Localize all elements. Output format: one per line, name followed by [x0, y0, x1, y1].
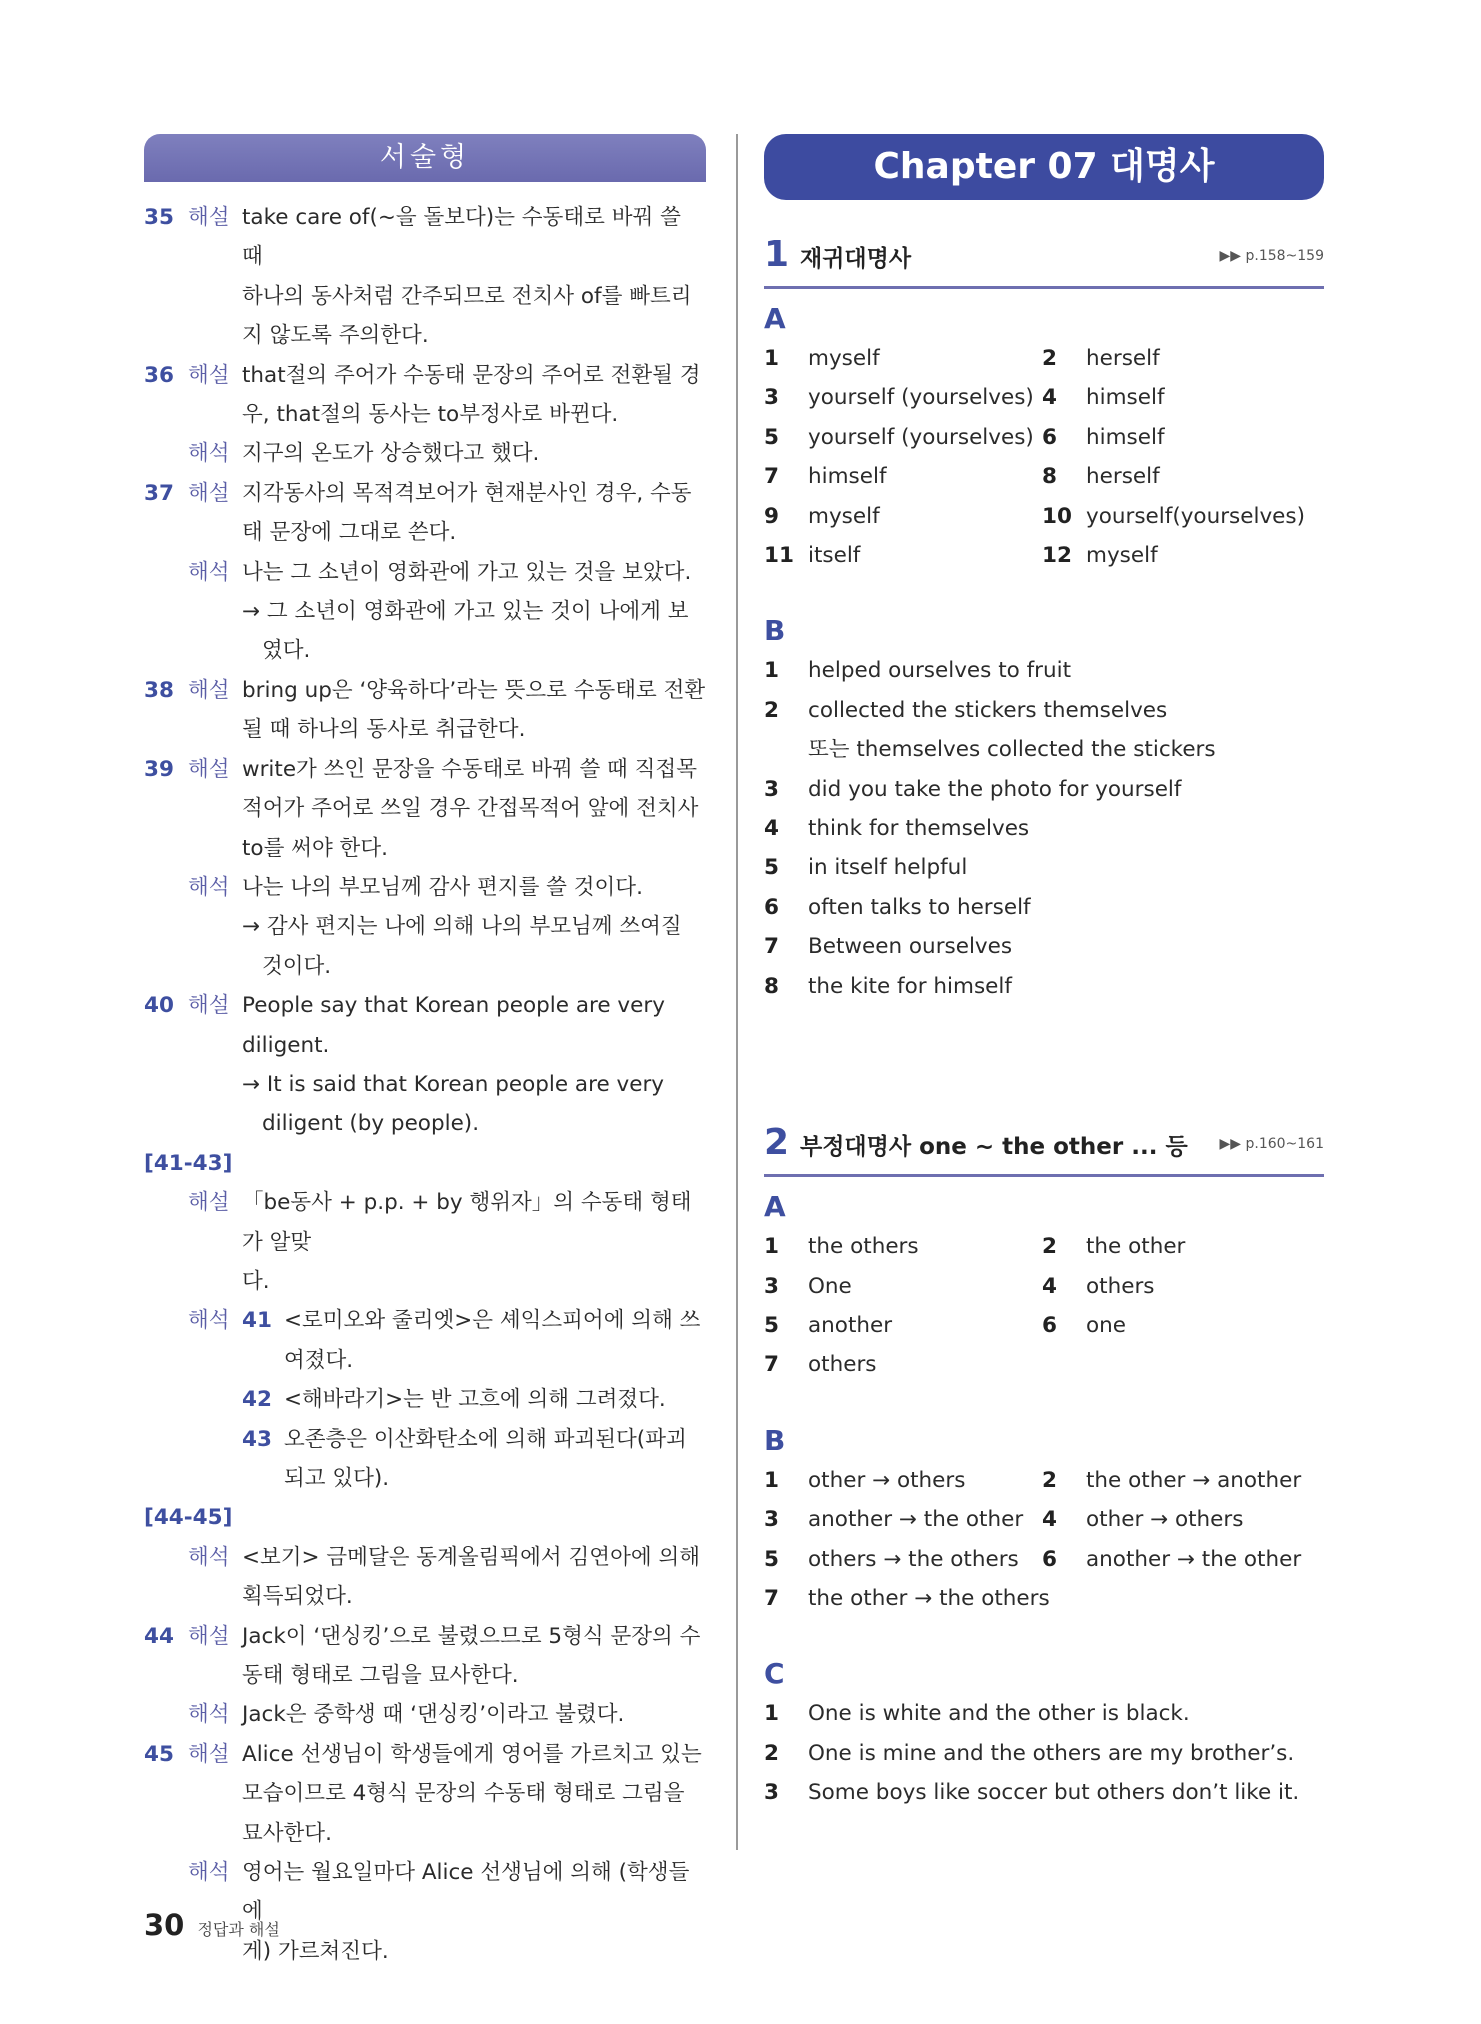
page-number: 30 [144, 1908, 185, 1942]
answer-number: 7 [764, 1352, 779, 1378]
entry-label: 해설 [188, 480, 230, 506]
answer-item [1042, 1500, 1320, 1539]
answer-entry [144, 1735, 706, 1853]
entry-text-line: 지각동사의 목적격보어가 현재분사인 경우, 수동 [242, 480, 692, 506]
section-header-1 [764, 230, 1324, 289]
answer-entry [144, 671, 706, 750]
section-title: 재귀대명사 [800, 246, 912, 272]
footer-label: 정답과 해설 [197, 1920, 280, 1939]
section-number: 2 [764, 1122, 790, 1164]
entry-text-line: 하나의 동사처럼 간주되므로 전치사 of를 빠트리 [242, 283, 692, 309]
answer-item [1042, 1306, 1320, 1345]
entry-text-line: Jack이 ‘댄싱킹’으로 불렸으므로 5형식 문장의 수 [242, 1623, 701, 1649]
answer-entry [144, 356, 706, 435]
answer-number: 7 [764, 464, 779, 490]
question-number: 38 [144, 677, 174, 703]
question-number: 36 [144, 362, 174, 388]
question-number: 40 [144, 993, 174, 1019]
answer-item [764, 770, 1324, 809]
answer-item [764, 888, 1324, 927]
entry-label: 해석 [188, 874, 230, 900]
answer-text: often talks to herself [808, 894, 1031, 920]
answer-entry [144, 1695, 706, 1734]
answer-item [1042, 1227, 1320, 1266]
entry-text-line: 동태 형태로 그림을 묘사한다. [242, 1663, 519, 1689]
answer-item [764, 651, 1324, 690]
sub-question-number: 42 [242, 1387, 272, 1413]
answer-text: another [808, 1312, 893, 1338]
answer-number: 7 [764, 934, 779, 960]
question-number: 39 [144, 756, 174, 782]
entry-text-line: <해바라기>는 반 고흐에 의해 그려졌다. [284, 1387, 666, 1413]
entry-text-line: diligent. [242, 1032, 330, 1058]
answer-grid-2a [764, 1227, 1324, 1385]
answer-item [1042, 536, 1320, 575]
answer-number: 2 [1042, 1467, 1057, 1493]
entry-text-line: bring up은 ‘양육하다’라는 뜻으로 수동태로 전환 [242, 677, 706, 703]
answer-item [1042, 418, 1320, 457]
answer-item [764, 536, 1042, 575]
answer-number: 6 [1042, 424, 1057, 450]
part-label-a: A [764, 1190, 786, 1224]
entry-label: 해설 [188, 1190, 230, 1216]
answer-number: 1 [764, 346, 779, 371]
answer-item [1042, 1461, 1320, 1500]
entry-text-line: 적어가 주어로 쓰일 경우 간접목적어 앞에 전치사 [242, 796, 699, 822]
answer-item [1042, 1267, 1320, 1306]
answer-text: another → the other [808, 1507, 1024, 1533]
part-label-b: B [764, 1423, 786, 1457]
answer-text: myself [808, 503, 880, 529]
entry-label: 해설 [188, 756, 230, 782]
answer-number: 3 [764, 385, 779, 411]
entry-text-line: take care of(~을 돌보다)는 수동태로 바꿔 쓸 때 [242, 205, 681, 270]
answer-entry [144, 1538, 706, 1617]
page-reference: ▶▶ p.158~159 [1219, 248, 1324, 264]
entry-text-line: 모습이므로 4형식 문장의 수동태 형태로 그림을 [242, 1781, 685, 1807]
answer-number: 2 [764, 1740, 779, 1766]
entry-label: 해설 [188, 362, 230, 388]
left-column [144, 134, 706, 1971]
answer-number: 5 [764, 1546, 779, 1572]
section-header-2 [764, 1118, 1324, 1177]
answer-text: yourself (yourselves) [808, 385, 1034, 411]
answer-number: 3 [764, 776, 779, 802]
entry-text-line: Jack은 중학생 때 ‘댄싱킹’이라고 불렸다. [242, 1702, 625, 1728]
answer-item [764, 1345, 1042, 1384]
answer-item [764, 848, 1324, 887]
entry-text-line: 오존층은 이산화탄소에 의해 파괴된다(파괴 [284, 1426, 687, 1452]
entry-text-line: 되고 있다). [284, 1466, 390, 1491]
answer-entry [144, 198, 706, 356]
answer-item [764, 378, 1042, 417]
answer-number: 6 [1042, 1312, 1057, 1338]
entry-label: 해설 [188, 1623, 230, 1649]
group-explanation [144, 1183, 706, 1301]
answer-number: 5 [764, 424, 779, 450]
answer-number: 8 [764, 973, 779, 999]
answer-text: Some boys like soccer but others don’t like it. [808, 1780, 1300, 1806]
entry-text-line: 것이다. [262, 953, 332, 979]
answer-text: herself [1086, 346, 1160, 371]
entry-text-line: → 감사 편지는 나에 의해 나의 부모님께 쓰여질 [242, 914, 682, 940]
answer-number: 9 [764, 503, 779, 529]
entry-label: 해석 [188, 441, 230, 467]
answer-number: 1 [764, 1234, 779, 1260]
answer-entry [144, 474, 706, 553]
answer-number: 5 [764, 855, 779, 881]
entry-text-line: write가 쓰인 문장을 수동태로 바꿔 쓸 때 직접목 [242, 756, 697, 782]
entry-label: 해석 [188, 1308, 230, 1334]
answer-item [764, 1694, 1324, 1733]
entry-text-line: Alice 선생님이 학생들에게 영어를 가르치고 있는 [242, 1741, 702, 1767]
answer-item [764, 418, 1042, 457]
entry-text-line: 게) 가르쳐진다. [242, 1938, 389, 1964]
group-label: [41-43] [144, 1150, 233, 1176]
answer-text: itself [808, 543, 861, 569]
answer-text: the others [808, 1234, 919, 1260]
answer-number: 4 [764, 816, 779, 842]
sub-question-number: 41 [242, 1308, 272, 1334]
answer-item [764, 1461, 1042, 1500]
answer-entry [144, 1617, 706, 1696]
answer-item [764, 497, 1042, 536]
answer-item [764, 457, 1042, 496]
answer-item [764, 1267, 1042, 1306]
answer-item [764, 967, 1324, 1006]
answer-grid-1a [764, 339, 1324, 575]
answer-number: 8 [1042, 464, 1057, 490]
group-translation [144, 1380, 706, 1419]
answer-text: 또는 themselves collected the stickers [808, 737, 1216, 763]
entry-text-line: People say that Korean people are very [242, 993, 665, 1019]
answer-entry [144, 553, 706, 671]
answer-text: the other → another [1086, 1467, 1302, 1493]
entry-text-line: <보기> 금메달은 동계올림픽에서 김연아에 의해 [242, 1544, 700, 1570]
answer-entry [144, 868, 706, 986]
answer-number: 10 [1042, 503, 1072, 529]
answer-text: Between ourselves [808, 934, 1013, 960]
answer-text: myself [1086, 543, 1158, 569]
answer-item [764, 1227, 1042, 1266]
group-translation [144, 1420, 706, 1499]
answer-number: 3 [764, 1507, 779, 1533]
entry-text-line: 영어는 월요일마다 Alice 선생님에 의해 (학생들에 [242, 1860, 690, 1925]
answer-number: 4 [1042, 385, 1057, 411]
section-number: 1 [764, 234, 790, 275]
answer-text: himself [1086, 385, 1165, 411]
answer-number: 12 [1042, 543, 1072, 569]
answer-item [764, 1306, 1042, 1345]
entry-text-line: 였다. [262, 638, 311, 664]
answer-number: 1 [764, 1467, 779, 1493]
answer-entry [144, 434, 706, 473]
group-translation [144, 1301, 706, 1380]
answer-text: others [808, 1352, 877, 1378]
answer-item [764, 1734, 1324, 1773]
entry-label: 해석 [188, 1544, 230, 1570]
part-label-b: B [764, 614, 786, 648]
entry-label: 해설 [188, 1741, 230, 1767]
right-column [764, 134, 1324, 1813]
answer-number: 5 [764, 1312, 779, 1338]
answer-text: think for themselves [808, 816, 1030, 842]
answer-list-2c [764, 1694, 1324, 1812]
answer-number: 7 [764, 1585, 779, 1611]
answer-text: did you take the photo for yourself [808, 776, 1182, 802]
entry-text-line: 다. [242, 1268, 270, 1294]
entry-text-line: that절의 주어가 수동태 문장의 주어로 전환될 경 [242, 362, 701, 388]
entry-label: 해석 [188, 559, 230, 585]
entry-text-line: 「be동사 + p.p. + by 행위자」의 수동태 형태가 알맞 [242, 1190, 692, 1255]
answer-text: another → the other [1086, 1546, 1302, 1572]
entry-text-line: diligent (by people). [262, 1111, 480, 1137]
answer-number: 1 [764, 1701, 779, 1727]
answer-text: One is mine and the others are my brother’s. [808, 1740, 1295, 1766]
answer-number: 6 [1042, 1546, 1057, 1572]
answer-text: myself [808, 346, 880, 371]
entry-text-line: 태 문장에 그대로 쓴다. [242, 520, 457, 546]
answer-number: 11 [764, 543, 794, 569]
entry-text-line: 나는 그 소년이 영화관에 가고 있는 것을 보았다. [242, 559, 692, 585]
answer-item [764, 1500, 1042, 1539]
entry-label: 해설 [188, 993, 230, 1019]
answer-text: collected the stickers themselves [808, 697, 1168, 723]
answer-entries [144, 198, 706, 1971]
page-footer [144, 1908, 280, 1942]
answer-item [1042, 457, 1320, 496]
entry-text-line: 획득되었다. [242, 1584, 353, 1610]
answer-item [764, 809, 1324, 848]
answer-text: yourself (yourselves) [808, 424, 1034, 450]
answer-number: 2 [1042, 1234, 1057, 1260]
section-title: 부정대명사 one ~ the other ... 등 [800, 1134, 1188, 1161]
part-label-a: A [764, 302, 786, 335]
answer-item [764, 1773, 1324, 1812]
answer-item [1042, 339, 1320, 378]
answer-number: 6 [764, 894, 779, 920]
answer-item [1042, 378, 1320, 417]
question-number: 35 [144, 205, 174, 230]
part-label-c: C [764, 1657, 785, 1691]
answer-number: 4 [1042, 1273, 1057, 1299]
answer-text: others → the others [808, 1546, 1019, 1572]
entry-label: 해석 [188, 1702, 230, 1728]
answer-list-1b [764, 651, 1324, 1006]
answer-item [1042, 497, 1320, 536]
answer-item [764, 691, 1324, 770]
answer-number: 2 [764, 697, 779, 723]
entry-text-line: 될 때 하나의 동사로 취급한다. [242, 717, 526, 743]
answer-text: herself [1086, 464, 1160, 490]
entry-text-line: 묘사한다. [242, 1820, 332, 1846]
answer-number: 1 [764, 658, 779, 684]
page-reference: ▶▶ p.160~161 [1219, 1136, 1324, 1153]
answer-entry [144, 750, 706, 868]
answer-text: helped ourselves to fruit [808, 658, 1072, 684]
answer-item [764, 927, 1324, 966]
answer-item [764, 1579, 1050, 1618]
entry-text-line: → It is said that Korean people are very [242, 1071, 665, 1097]
answer-text: the other [1086, 1234, 1186, 1260]
entry-label: 해석 [188, 1860, 230, 1886]
answer-text: other → others [808, 1467, 966, 1493]
answer-text: One is white and the other is black. [808, 1701, 1190, 1727]
answer-text: others [1086, 1273, 1155, 1299]
answer-text: the kite for himself [808, 973, 1012, 999]
answer-text: the other → the others [808, 1585, 1050, 1611]
question-number: 45 [144, 1741, 174, 1767]
answer-item [1042, 1540, 1320, 1579]
answer-text: yourself(yourselves) [1086, 503, 1305, 529]
answer-number: 3 [764, 1780, 779, 1806]
entry-text-line: 지 않도록 주의한다. [242, 323, 429, 349]
entry-text-line: to를 써야 한다. [242, 835, 388, 861]
answer-text: One [808, 1273, 852, 1299]
entry-text-line: 우, that절의 동사는 to부정사로 바뀐다. [242, 402, 619, 428]
question-number: 44 [144, 1623, 174, 1649]
entry-label: 해설 [188, 677, 230, 703]
entry-text-line: 지구의 온도가 상승했다고 했다. [242, 441, 540, 467]
answer-text: other → others [1086, 1507, 1244, 1533]
answer-number: 4 [1042, 1507, 1057, 1533]
answer-text: one [1086, 1312, 1127, 1338]
answer-grid-2b [764, 1461, 1324, 1619]
answer-number: 2 [1042, 346, 1057, 371]
entry-text-line: → 그 소년이 영화관에 가고 있는 것이 나에게 보 [242, 599, 689, 625]
answer-text: himself [808, 464, 887, 490]
answer-text: in itself helpful [808, 855, 968, 881]
chapter-banner: Chapter 07 대명사 [764, 134, 1324, 200]
question-number: 37 [144, 480, 174, 506]
answer-entry [144, 986, 706, 1144]
answer-text: himself [1086, 424, 1165, 450]
column-divider [736, 134, 738, 1850]
entry-text-line: <로미오와 줄리엣>은 셰익스피어에 의해 쓰 [284, 1308, 701, 1334]
sub-question-number: 43 [242, 1426, 272, 1452]
answer-number: 3 [764, 1273, 779, 1299]
answer-item [764, 339, 1042, 378]
entry-text-line: 나는 나의 부모님께 감사 편지를 쓸 것이다. [242, 874, 643, 900]
section-banner-essay: 서술형 [144, 134, 706, 182]
entry-text-line: 여졌다. [284, 1347, 354, 1373]
answer-item [764, 1540, 1042, 1579]
group-label: [44-45] [144, 1505, 233, 1531]
entry-label: 해설 [188, 205, 230, 230]
